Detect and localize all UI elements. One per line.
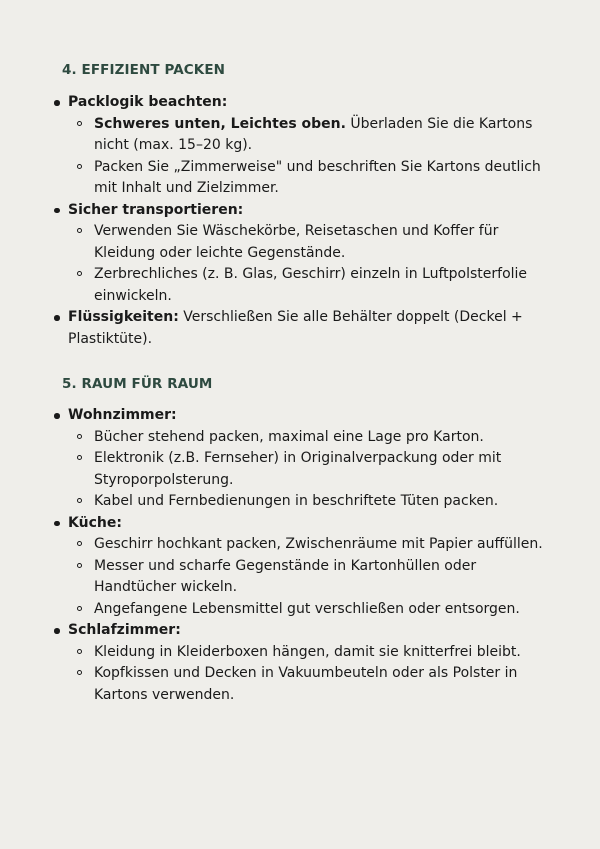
- sub-item-text: Kleidung in Kleiderboxen hängen, damit sie knitterfrei bleibt.: [94, 643, 521, 660]
- sub-list-item: [68, 534, 560, 556]
- sub-item-text: Angefangene Lebensmittel gut verschließen oder entsorgen.: [94, 600, 520, 617]
- sub-list-item: [68, 264, 560, 307]
- sub-list-item: [68, 663, 560, 706]
- sub-list-item: [68, 427, 560, 449]
- sub-list-item: [68, 221, 560, 264]
- sub-item-text: Überladen Sie die Kartons nicht (max. 15–20 kg).: [94, 115, 533, 153]
- sub-list-item: [68, 114, 560, 157]
- item-label: Küche:: [68, 514, 122, 531]
- item-label: Packlogik beachten:: [68, 94, 228, 110]
- sub-item-text: Zerbrechliches (z. B. Glas, Geschirr) einzeln in Luftpolsterfolie einwickeln.: [94, 266, 528, 304]
- sub-list: [68, 221, 560, 307]
- item-text: Verschließen Sie alle Behälter doppelt (Deckel + Plastiktüte).: [68, 309, 523, 347]
- item-label: Sicher transportieren:: [68, 201, 244, 218]
- sub-list: [68, 114, 560, 200]
- sub-item-text: Bücher stehend packen, maximal eine Lage pro Karton.: [94, 428, 484, 445]
- sub-list: [68, 427, 560, 513]
- sub-list: [68, 642, 560, 707]
- sub-item-text: Messer und scharfe Gegenstände in Kartonhüllen oder Handtücher wickeln.: [94, 557, 477, 595]
- list-item: [0, 513, 600, 621]
- section-heading-packing: 4. EFFIZIENT PACKEN: [62, 62, 226, 78]
- list-item: [0, 200, 600, 308]
- sub-item-text: Geschirr hochkant packen, Zwischenräume mit Papier auffüllen.: [94, 536, 543, 552]
- sub-item-text: Packen Sie „Zimmerweise" und beschriften Sie Kartons deutlich mit Inhalt und Zielzimmer.: [94, 158, 541, 196]
- item-label: Wohnzimmer:: [68, 407, 177, 423]
- packing-list: [0, 92, 600, 350]
- rooms-list: [0, 405, 600, 706]
- sub-list-item: [68, 491, 560, 513]
- sub-list-item: [68, 599, 560, 621]
- sub-item-text: Kabel und Fernbedienungen in beschriftete Tüten packen.: [94, 493, 499, 509]
- sub-item-text: Verwenden Sie Wäschekörbe, Reisetaschen und Koffer für Kleidung oder leichte Gegenstände.: [94, 223, 499, 261]
- list-item: [0, 620, 600, 706]
- sub-list-item: [68, 556, 560, 599]
- list-item: [0, 92, 600, 200]
- sub-list-item: [68, 448, 560, 491]
- sub-item-text: Kopfkissen und Decken in Vakuumbeuteln oder als Polster in Kartons verwenden.: [94, 665, 518, 703]
- item-label: Schlafzimmer:: [68, 622, 181, 638]
- item-label: Flüssigkeiten:: [68, 309, 179, 325]
- list-item: [0, 405, 600, 513]
- sub-list-item: [68, 157, 560, 200]
- sub-list: [68, 534, 560, 620]
- list-item: [0, 307, 600, 350]
- section-heading-rooms: 5. RAUM FÜR RAUM: [62, 376, 213, 392]
- sub-item-text: Elektronik (z.B. Fernseher) in Originalverpackung oder mit Styroporpolsterung.: [94, 450, 502, 488]
- sub-list-item: [68, 642, 560, 664]
- sub-item-bold: Schweres unten, Leichtes oben.: [94, 115, 346, 132]
